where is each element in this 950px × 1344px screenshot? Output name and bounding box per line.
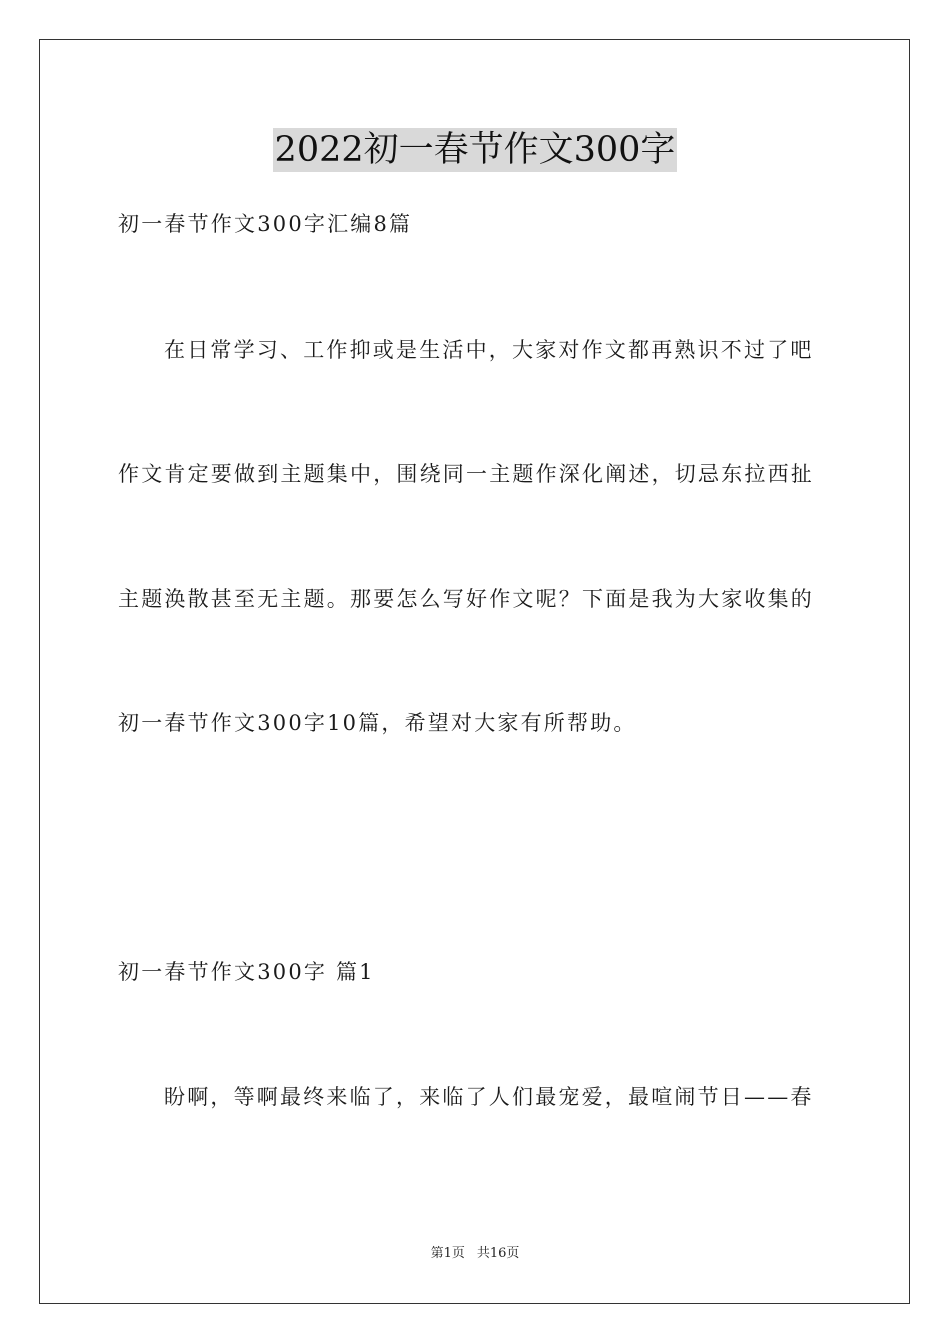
intro-line-4: 初一春节作文300字10篇，希望对大家有所帮助。 [118, 711, 637, 735]
page-number-label: 第1页 [430, 1246, 465, 1261]
section-heading: 初一春节作文300字 篇1 [118, 960, 375, 984]
page-total-label: 共16页 [476, 1246, 520, 1261]
page-footer [0, 1245, 950, 1263]
document-subtitle: 初一春节作文300字汇编8篇 [118, 212, 413, 236]
intro-line-1: 在日常学习、工作抑或是生活中，大家对作文都再熟识不过了吧 [164, 338, 814, 362]
title-container [0, 128, 950, 172]
intro-line-3: 主题涣散甚至无主题。那要怎么写好作文呢？下面是我为大家收集的 [118, 587, 814, 611]
page-title: 2022初一春节作文300字 [274, 130, 676, 170]
section-line-1: 盼啊，等啊最终来临了，来临了人们最宠爱，最喧闹节日——春 [164, 1085, 814, 1109]
intro-line-2: 作文肯定要做到主题集中，围绕同一主题作深化阐述，切忌东拉西扯 [118, 462, 814, 486]
